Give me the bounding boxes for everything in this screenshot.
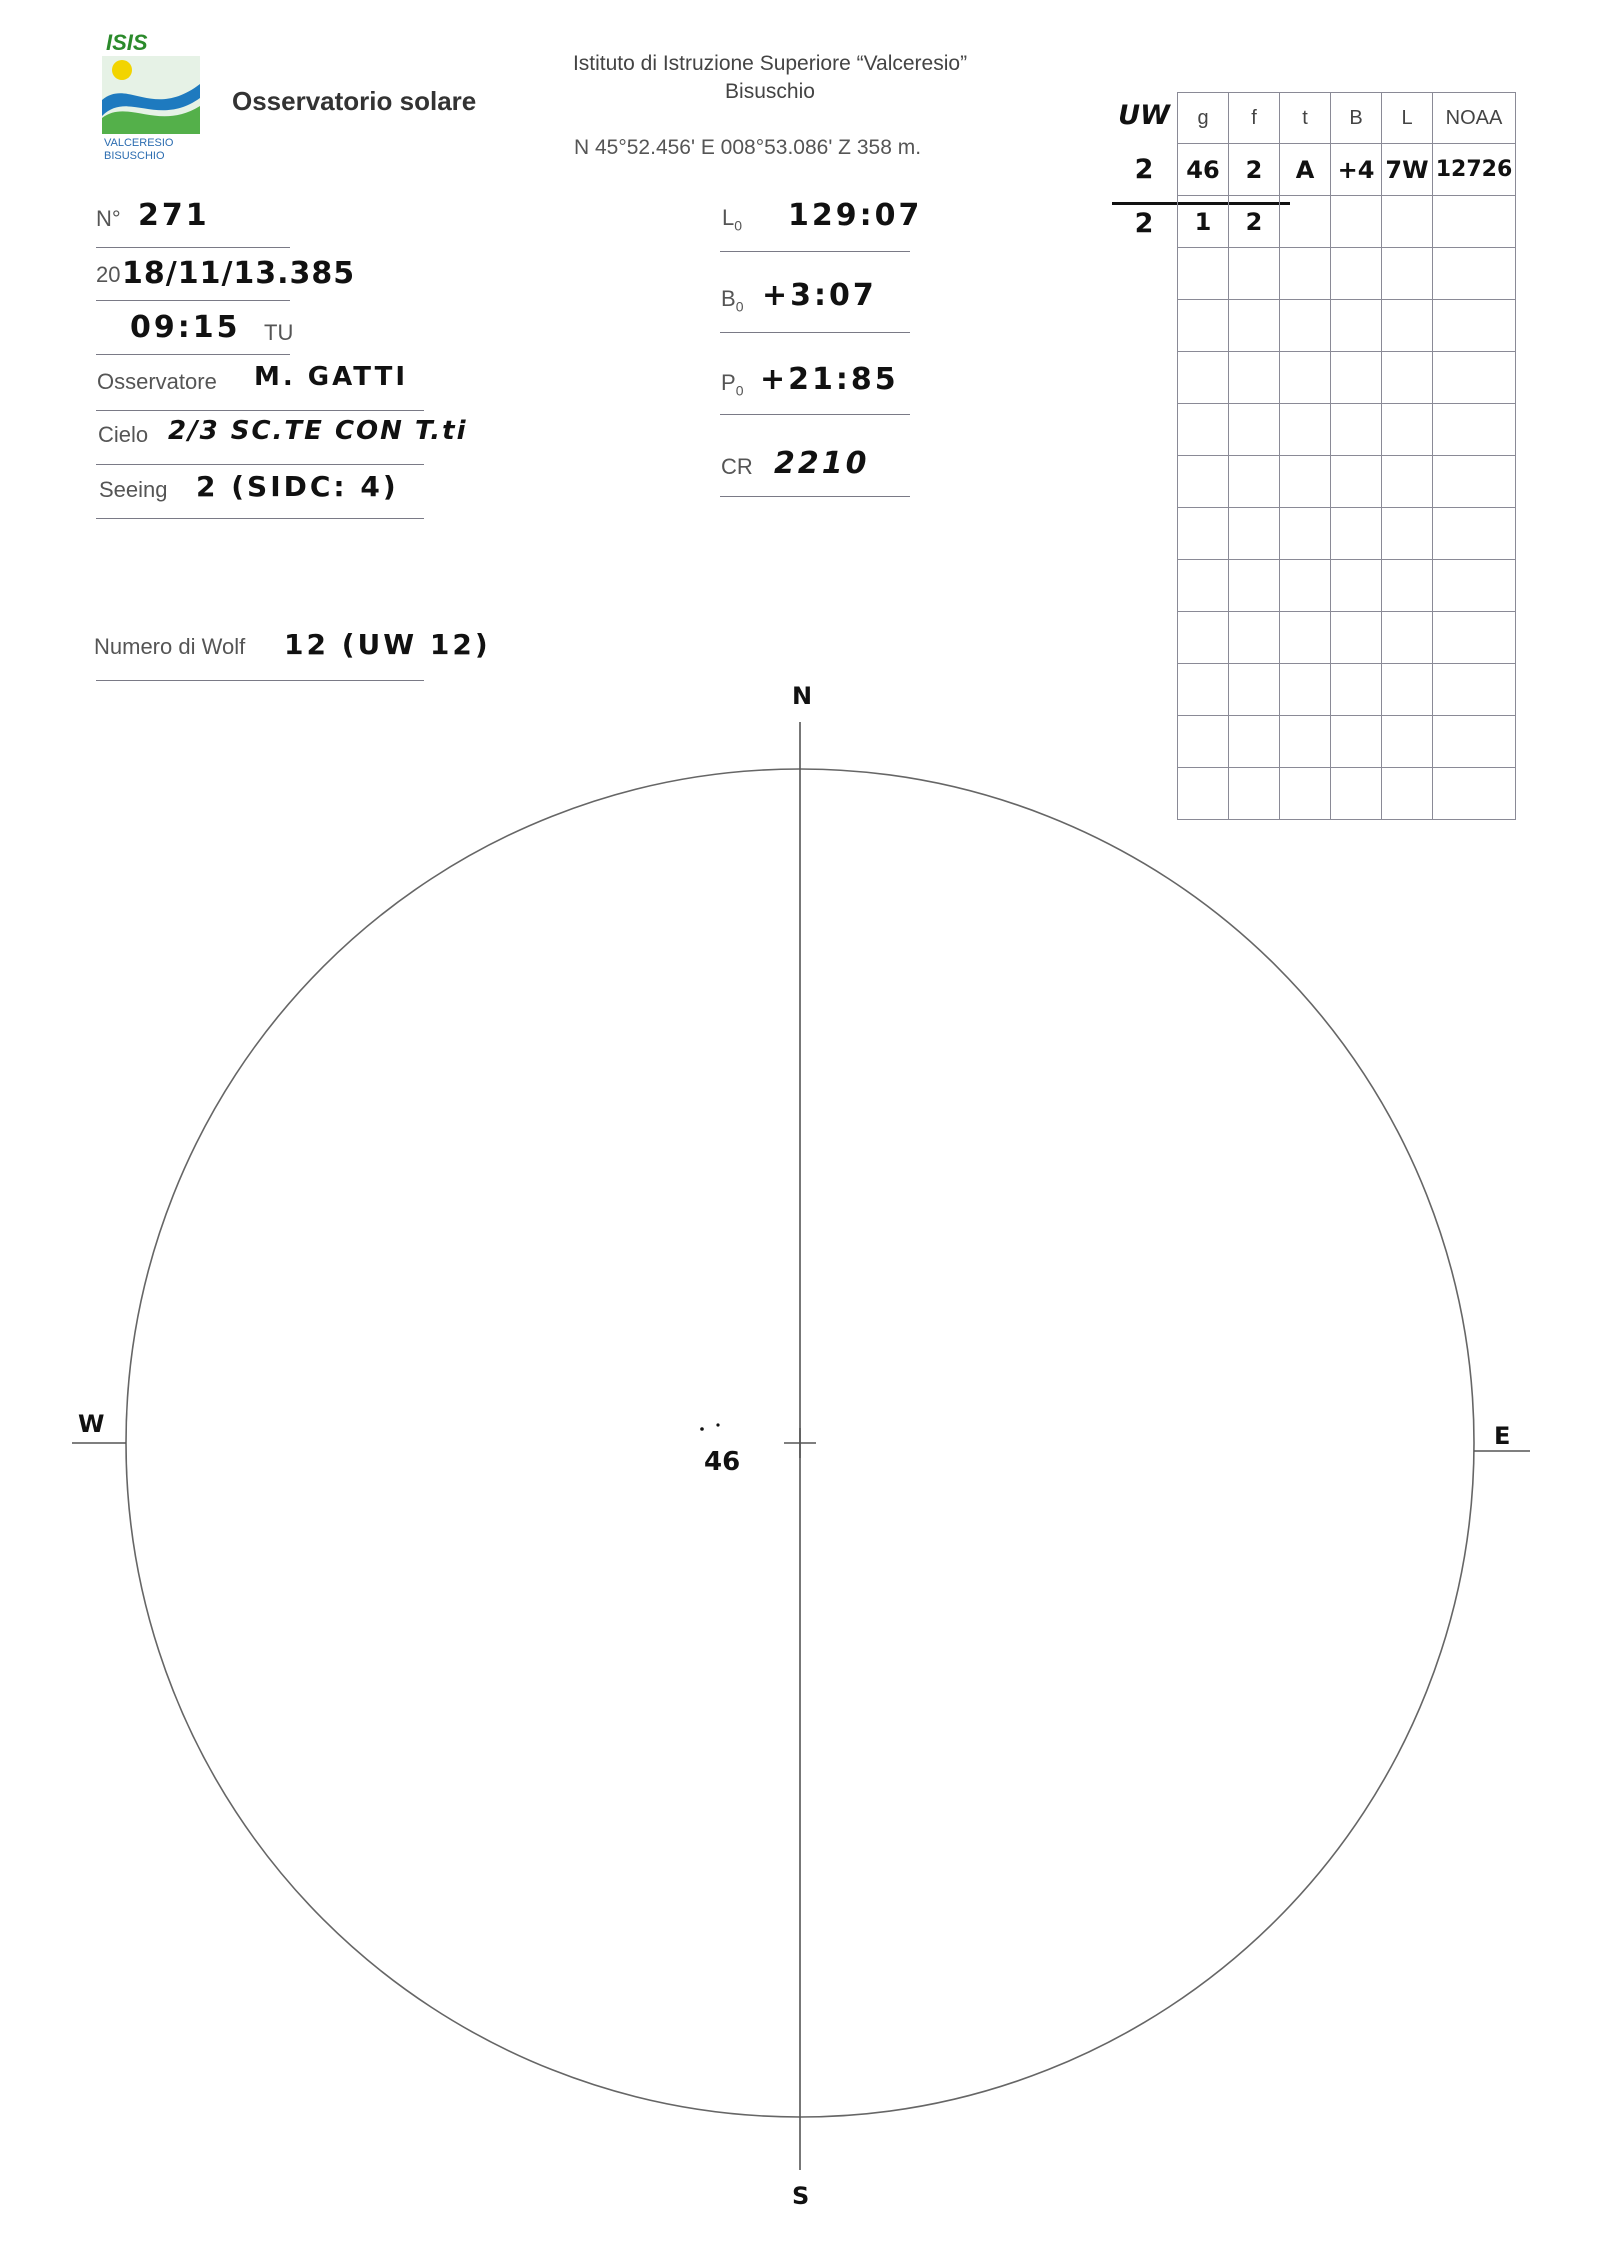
north-label: N bbox=[792, 682, 813, 710]
cr-label: CR bbox=[721, 454, 753, 479]
seeing-label: Seeing bbox=[99, 477, 168, 502]
cell-t: A bbox=[1280, 144, 1331, 196]
cell-noaa: 12726 bbox=[1433, 144, 1516, 196]
l0-value: 129:07 bbox=[788, 198, 923, 233]
logo-sub1: VALCERESIO bbox=[104, 137, 174, 149]
header-f: f bbox=[1229, 93, 1280, 144]
header-l: L bbox=[1382, 93, 1433, 144]
cr-value: 2210 bbox=[774, 446, 870, 481]
group-label: 46 bbox=[704, 1447, 741, 1477]
sky-value: 2/3 SC.TE CON T.ti bbox=[168, 416, 468, 446]
observer-value: M. GATTI bbox=[254, 362, 408, 392]
date-value: 18/11/13.385 bbox=[122, 256, 356, 291]
institute-line1: Istituto di Istruzione Superiore “Valceresio” bbox=[572, 52, 968, 75]
header-t: t bbox=[1280, 93, 1331, 144]
seeing-value: 2 (SIDC: 4) bbox=[196, 470, 399, 503]
logo-sub2: BISUSCHIO bbox=[104, 150, 165, 162]
uw-header: UW bbox=[1118, 100, 1170, 131]
l0-label: $L_0$ bbox=[722, 205, 743, 234]
b0-value: +3:07 bbox=[762, 278, 877, 313]
cell-g: 46 bbox=[1178, 144, 1229, 196]
uw-value-2: 2 bbox=[1134, 208, 1154, 239]
time-value: 09:15 bbox=[130, 310, 241, 345]
uw-value-1: 2 bbox=[1134, 154, 1154, 185]
number-label: N° bbox=[96, 206, 121, 231]
header-noaa: NOAA bbox=[1433, 93, 1516, 144]
date-prefix: 20 bbox=[96, 262, 121, 287]
cell-f: 2 bbox=[1229, 144, 1280, 196]
sky-label: Cielo bbox=[98, 422, 149, 447]
p0-value: +21:85 bbox=[760, 362, 899, 397]
cell-b: +4 bbox=[1331, 144, 1382, 196]
logo-brand: ISIS bbox=[106, 30, 148, 55]
sunspot bbox=[700, 1427, 704, 1431]
time-unit: TU bbox=[264, 320, 294, 345]
wolf-label: Numero di Wolf bbox=[94, 634, 246, 659]
institute-line2: Bisuschio bbox=[725, 80, 815, 103]
west-label: W bbox=[78, 1410, 105, 1438]
cell-l: 7W bbox=[1382, 144, 1433, 196]
wolf-value: 12 (UW 12) bbox=[284, 628, 491, 661]
cell-g: 1 bbox=[1178, 196, 1229, 248]
observer-label: Osservatore bbox=[97, 369, 217, 394]
cell-f: 2 bbox=[1229, 196, 1280, 248]
b0-label: $B_0$ bbox=[721, 286, 744, 315]
header-g: g bbox=[1178, 93, 1229, 144]
observatory-title: Osservatorio solare bbox=[232, 86, 477, 116]
p0-label: $P_0$ bbox=[721, 370, 744, 399]
south-label: S bbox=[792, 2182, 810, 2210]
header-b: B bbox=[1331, 93, 1382, 144]
sunspot bbox=[716, 1423, 719, 1426]
number-value: 271 bbox=[138, 198, 210, 233]
coordinates: N 45°52.456' E 008°53.086' Z 358 m. bbox=[574, 136, 922, 159]
east-label: E bbox=[1494, 1422, 1511, 1450]
